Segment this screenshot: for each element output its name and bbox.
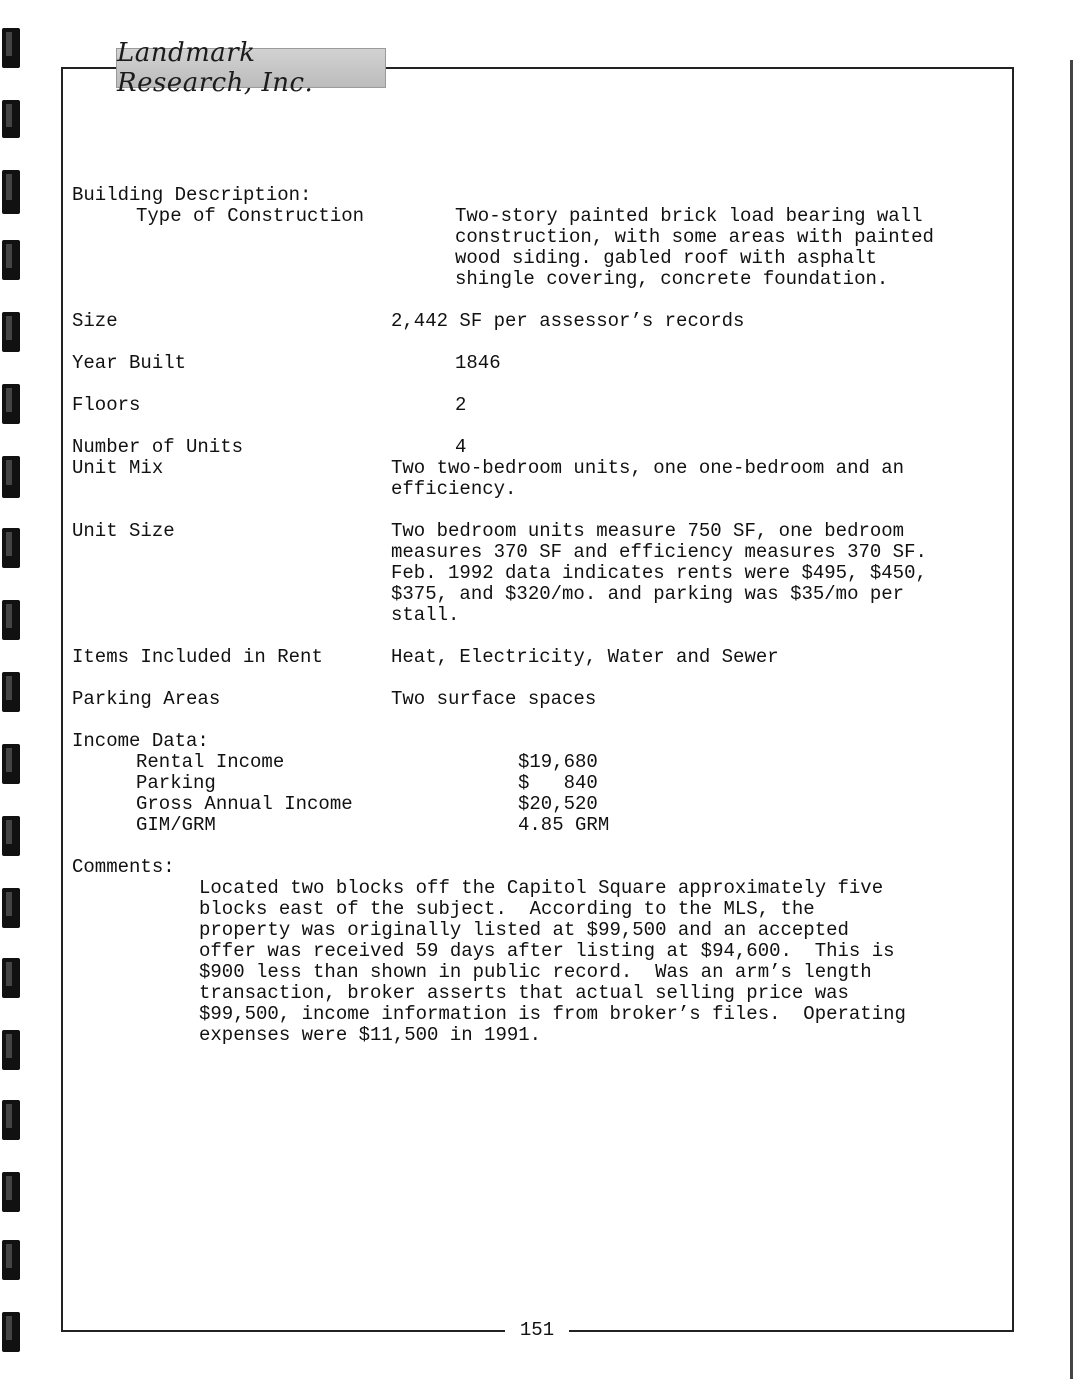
construction-label: Type of Construction bbox=[136, 205, 365, 227]
construction-line: construction, with some areas with painted bbox=[455, 226, 934, 248]
page-number: 151 bbox=[505, 1320, 569, 1340]
parking-areas-label: Parking Areas bbox=[72, 688, 221, 710]
construction-line: shingle covering, concrete foundation. bbox=[455, 268, 889, 290]
binder-hole bbox=[2, 672, 20, 712]
income-row-value: $19,680 bbox=[518, 751, 598, 773]
income-row-value: $20,520 bbox=[518, 793, 598, 815]
binder-hole bbox=[2, 1172, 20, 1212]
size-label: Size bbox=[72, 310, 118, 332]
comment-line: Located two blocks off the Capitol Square approximately five bbox=[199, 877, 884, 899]
unit-mix-label: Unit Mix bbox=[72, 457, 164, 479]
items-in-rent-label: Items Included in Rent bbox=[72, 646, 323, 668]
income-row-label: Gross Annual Income bbox=[136, 793, 353, 815]
binder-hole bbox=[2, 1030, 20, 1070]
comment-line: blocks east of the subject. According to the MLS, the bbox=[199, 898, 815, 920]
units-label: Number of Units bbox=[72, 436, 244, 458]
binder-hole bbox=[2, 1100, 20, 1140]
items-in-rent-value: Heat, Electricity, Water and Sewer bbox=[391, 646, 779, 668]
building-heading: Building Description: bbox=[72, 184, 312, 206]
unit-size-line: measures 370 SF and efficiency measures 370 SF. bbox=[391, 541, 927, 563]
comment-line: property was originally listed at $99,500 and an accepted bbox=[199, 919, 849, 941]
company-logo bbox=[116, 38, 386, 98]
binder-hole bbox=[2, 240, 20, 280]
unit-size-line: Two bedroom units measure 750 SF, one bedroom bbox=[391, 520, 905, 542]
income-heading: Income Data: bbox=[72, 730, 209, 752]
binder-hole bbox=[2, 384, 20, 424]
binder-hole bbox=[2, 28, 20, 68]
comment-line: transaction, broker asserts that actual selling price was bbox=[199, 982, 849, 1004]
binder-hole bbox=[2, 528, 20, 568]
floors-value: 2 bbox=[455, 394, 467, 416]
income-row-label: GIM/GRM bbox=[136, 814, 216, 836]
binder-hole bbox=[2, 958, 20, 998]
logo-text: Landmark Research, Inc. bbox=[117, 38, 314, 98]
unit-mix-line: efficiency. bbox=[391, 478, 517, 500]
parking-areas-value: Two surface spaces bbox=[391, 688, 597, 710]
binder-hole bbox=[2, 744, 20, 784]
construction-line: Two-story painted brick load bearing wall bbox=[455, 205, 923, 227]
comment-line: $99,500, income information is from broker’s files. Operating bbox=[199, 1003, 906, 1025]
binder-hole bbox=[2, 600, 20, 640]
income-row-value: $ 840 bbox=[518, 772, 598, 794]
income-row-value: 4.85 GRM bbox=[518, 814, 610, 836]
comment-line: offer was received 59 days after listing at $94,600. This is bbox=[199, 940, 895, 962]
unit-size-line: Feb. 1992 data indicates rents were $495, $450, bbox=[391, 562, 927, 584]
binder-hole bbox=[2, 816, 20, 856]
binder-hole bbox=[2, 1312, 20, 1352]
year-built-label: Year Built bbox=[72, 352, 187, 374]
page-edge bbox=[1070, 60, 1073, 1379]
binder-hole bbox=[2, 312, 20, 352]
binder-hole bbox=[2, 888, 20, 928]
units-value: 4 bbox=[455, 436, 467, 458]
binder-hole bbox=[2, 456, 20, 498]
unit-size-line: stall. bbox=[391, 604, 460, 626]
unit-size-line: $375, and $320/mo. and parking was $35/mo per bbox=[391, 583, 905, 605]
comment-line: expenses were $11,500 in 1991. bbox=[199, 1024, 542, 1046]
floors-label: Floors bbox=[72, 394, 141, 416]
income-row-label: Rental Income bbox=[136, 751, 285, 773]
comment-line: $900 less than shown in public record. Was an arm’s length bbox=[199, 961, 872, 983]
size-value: 2,442 SF per assessor’s records bbox=[391, 310, 745, 332]
comments-heading: Comments: bbox=[72, 856, 175, 878]
construction-line: wood siding. gabled roof with asphalt bbox=[455, 247, 877, 269]
binder-hole bbox=[2, 1240, 20, 1280]
binder-hole bbox=[2, 100, 20, 138]
year-built-value: 1846 bbox=[455, 352, 501, 374]
income-row-label: Parking bbox=[136, 772, 216, 794]
unit-mix-line: Two two-bedroom units, one one-bedroom and an bbox=[391, 457, 905, 479]
binder-hole bbox=[2, 170, 20, 214]
unit-size-label: Unit Size bbox=[72, 520, 175, 542]
